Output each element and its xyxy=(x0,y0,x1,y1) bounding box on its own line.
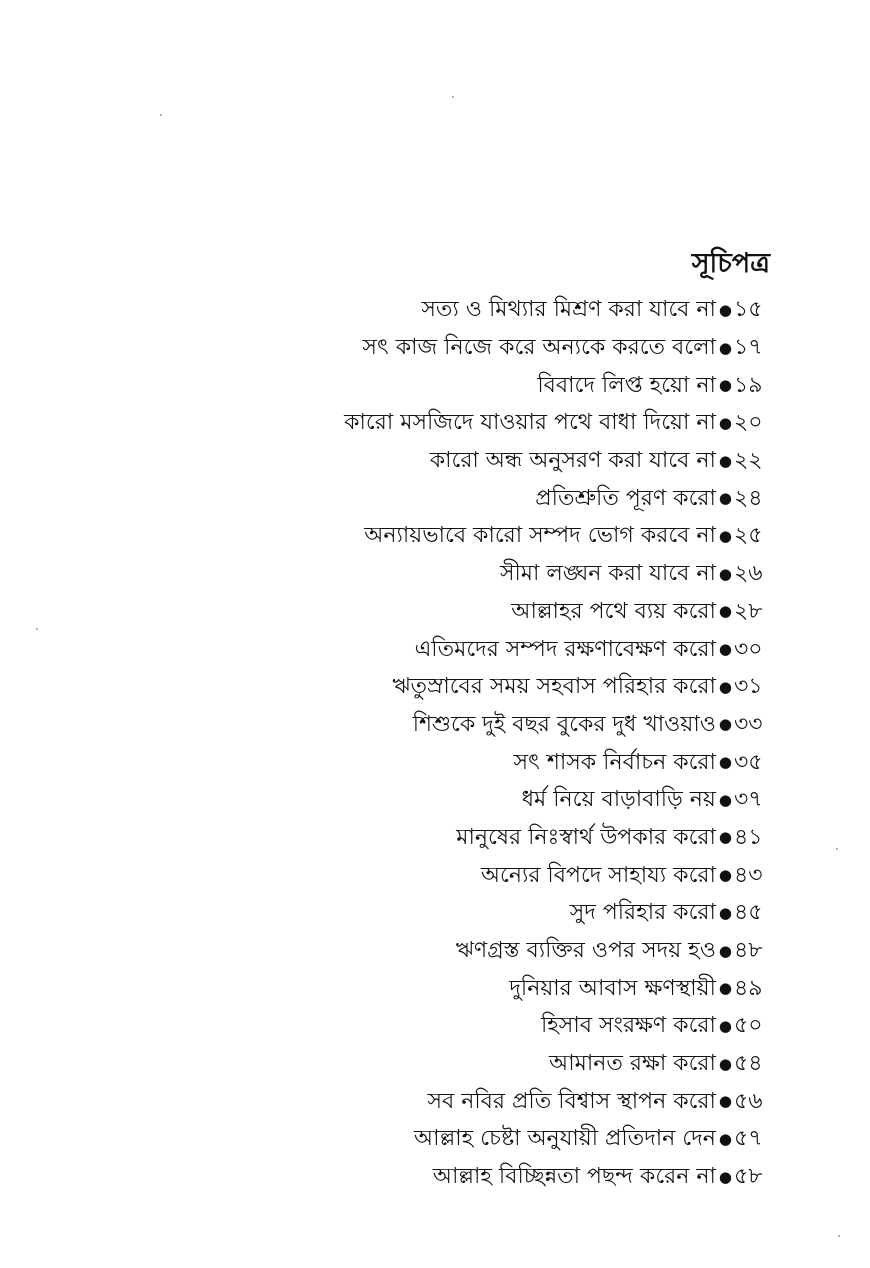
toc-separator: ● xyxy=(718,979,732,998)
toc-separator: ● xyxy=(718,941,732,960)
scan-speck xyxy=(160,114,162,116)
toc-entry[interactable] xyxy=(210,330,770,368)
toc-entry[interactable] xyxy=(210,820,770,858)
toc-entry[interactable] xyxy=(210,480,770,518)
toc-page-number: ৩৩ xyxy=(734,711,763,737)
toc-page-number: ৫০ xyxy=(734,1013,763,1039)
toc-entry-title: ঋণগ্রস্ত ব্যক্তির ওপর সদয় হও xyxy=(455,938,716,964)
toc-entry[interactable] xyxy=(210,707,770,745)
toc-entry-title: প্রতিশ্রুতি পূরণ করো xyxy=(535,485,716,511)
scan-speck xyxy=(36,628,38,630)
toc-separator: ● xyxy=(718,1054,732,1073)
toc-page-number: ৩০ xyxy=(734,636,763,662)
toc-entry[interactable] xyxy=(210,1008,770,1046)
toc-page-number: ৩৫ xyxy=(734,749,763,775)
toc-entry-title: সৎ শাসক নির্বাচন করো xyxy=(513,749,716,775)
toc-separator: ● xyxy=(718,376,732,395)
toc-page-number: ২৮ xyxy=(734,598,763,624)
toc-page-number: ৪৫ xyxy=(734,900,763,926)
toc-separator: ● xyxy=(718,1092,732,1111)
toc-entry[interactable] xyxy=(210,1046,770,1084)
toc-entry[interactable] xyxy=(210,970,770,1008)
toc-separator: ● xyxy=(718,640,732,659)
toc-separator: ● xyxy=(718,790,732,809)
toc-separator: ● xyxy=(718,753,732,772)
toc-page-number: ৪৮ xyxy=(734,938,763,964)
toc-separator: ● xyxy=(718,677,732,696)
toc-entry-title: বিবাদে লিপ্ত হয়ো না xyxy=(537,372,716,398)
toc-entry-title: সৎ কাজ নিজে করে অন্যকে করতে বলো xyxy=(362,335,716,361)
toc-page-number: ৩১ xyxy=(734,674,763,700)
toc-page-number: ৫৬ xyxy=(734,1088,763,1114)
toc-entry-title: সীমা লঙ্ঘন করা যাবে না xyxy=(499,561,716,587)
toc-entry-title: আল্লাহ চেষ্টা অনুযায়ী প্রতিদান দেন xyxy=(413,1126,716,1152)
toc-entry[interactable] xyxy=(210,594,770,632)
toc-entry[interactable] xyxy=(210,782,770,820)
toc-separator: ● xyxy=(718,866,732,885)
toc-entry[interactable] xyxy=(210,292,770,330)
toc-page-number: ৪১ xyxy=(734,824,763,850)
toc-entry[interactable] xyxy=(210,631,770,669)
toc-separator: ● xyxy=(718,564,732,583)
scan-speck xyxy=(452,96,454,98)
toc-entry-title: আল্লাহর পথে ব্যয় করো xyxy=(511,598,716,624)
toc-page-number: ১৯ xyxy=(734,372,763,398)
table-of-contents xyxy=(210,292,770,1197)
toc-entry-title: কারো অন্ধ অনুসরণ করা যাবে না xyxy=(429,448,716,474)
toc-entry[interactable] xyxy=(210,857,770,895)
toc-entry-title: হিসাব সংরক্ষণ করো xyxy=(540,1013,716,1039)
toc-entry-title: এতিমদের সম্পদ রক্ষণাবেক্ষণ করো xyxy=(414,636,716,662)
toc-page-number: ২০ xyxy=(734,410,763,436)
toc-entry[interactable] xyxy=(210,405,770,443)
toc-title: সূচিপত্র xyxy=(691,248,770,280)
toc-entry-title: মানুষের নিঃস্বার্থ উপকার করো xyxy=(456,824,716,850)
toc-separator: ● xyxy=(718,413,732,432)
toc-entry-title: সত্য ও মিথ্যার মিশ্রণ করা যাবে না xyxy=(421,297,716,323)
toc-page-number: ১৫ xyxy=(734,297,763,323)
toc-entry[interactable] xyxy=(210,443,770,481)
toc-entry[interactable] xyxy=(210,1121,770,1159)
toc-separator: ● xyxy=(718,1129,732,1148)
toc-page-number: ৩৭ xyxy=(734,787,763,813)
toc-entry-title: দুনিয়ার আবাস ক্ষণস্থায়ী xyxy=(509,975,716,1001)
toc-page-number: ৪৯ xyxy=(734,975,763,1001)
toc-entry-title: ধর্ম নিয়ে বাড়াবাড়ি নয় xyxy=(521,787,716,813)
toc-entry[interactable] xyxy=(210,744,770,782)
toc-entry[interactable] xyxy=(210,895,770,933)
toc-entry-title: শিশুকে দুই বছর বুকের দুধ খাওয়াও xyxy=(412,711,716,737)
scan-speck xyxy=(838,1235,840,1237)
toc-entry[interactable] xyxy=(210,367,770,405)
toc-page-number: ২৬ xyxy=(734,561,763,587)
toc-separator: ● xyxy=(718,903,732,922)
toc-entry[interactable] xyxy=(210,518,770,556)
toc-entry[interactable] xyxy=(210,669,770,707)
toc-page-number: ৫৭ xyxy=(734,1126,763,1152)
toc-entry[interactable] xyxy=(210,1159,770,1197)
scan-speck xyxy=(836,848,838,850)
toc-entry-title: অন্যের বিপদে সাহায্য করো xyxy=(480,862,716,888)
toc-page-number: ৫৪ xyxy=(734,1051,763,1077)
toc-page-number: ২২ xyxy=(734,448,763,474)
toc-entry[interactable] xyxy=(210,933,770,971)
toc-entry-title: আল্লাহ বিচ্ছিন্নতা পছন্দ করেন না xyxy=(432,1164,716,1190)
toc-separator: ● xyxy=(718,828,732,847)
toc-page-number: ৫৮ xyxy=(734,1164,763,1190)
toc-page-number: ১৭ xyxy=(734,335,763,361)
toc-entry-title: কারো মসজিদে যাওয়ার পথে বাধা দিয়ো না xyxy=(344,410,716,436)
toc-entry-title: সব নবির প্রতি বিশ্বাস স্থাপন করো xyxy=(427,1088,716,1114)
toc-entry-title: অন্যায়ভাবে কারো সম্পদ ভোগ করবে না xyxy=(364,523,716,549)
toc-entry-title: ঋতুস্রাবের সময় সহবাস পরিহার করো xyxy=(392,674,716,700)
toc-page-number: ৪৩ xyxy=(734,862,763,888)
toc-separator: ● xyxy=(718,1016,732,1035)
toc-separator: ● xyxy=(718,338,732,357)
toc-entry[interactable] xyxy=(210,556,770,594)
toc-page-number: ২৫ xyxy=(734,523,763,549)
toc-separator: ● xyxy=(718,526,732,545)
toc-separator: ● xyxy=(718,451,732,470)
toc-entry-title: আমানত রক্ষা করো xyxy=(549,1051,716,1077)
toc-separator: ● xyxy=(718,1167,732,1186)
toc-separator: ● xyxy=(718,715,732,734)
toc-entry-title: সুদ পরিহার করো xyxy=(569,900,716,926)
toc-separator: ● xyxy=(718,489,732,508)
toc-page-number: ২৪ xyxy=(734,485,763,511)
toc-separator: ● xyxy=(718,602,732,621)
toc-entry[interactable] xyxy=(210,1083,770,1121)
toc-separator: ● xyxy=(718,300,732,319)
